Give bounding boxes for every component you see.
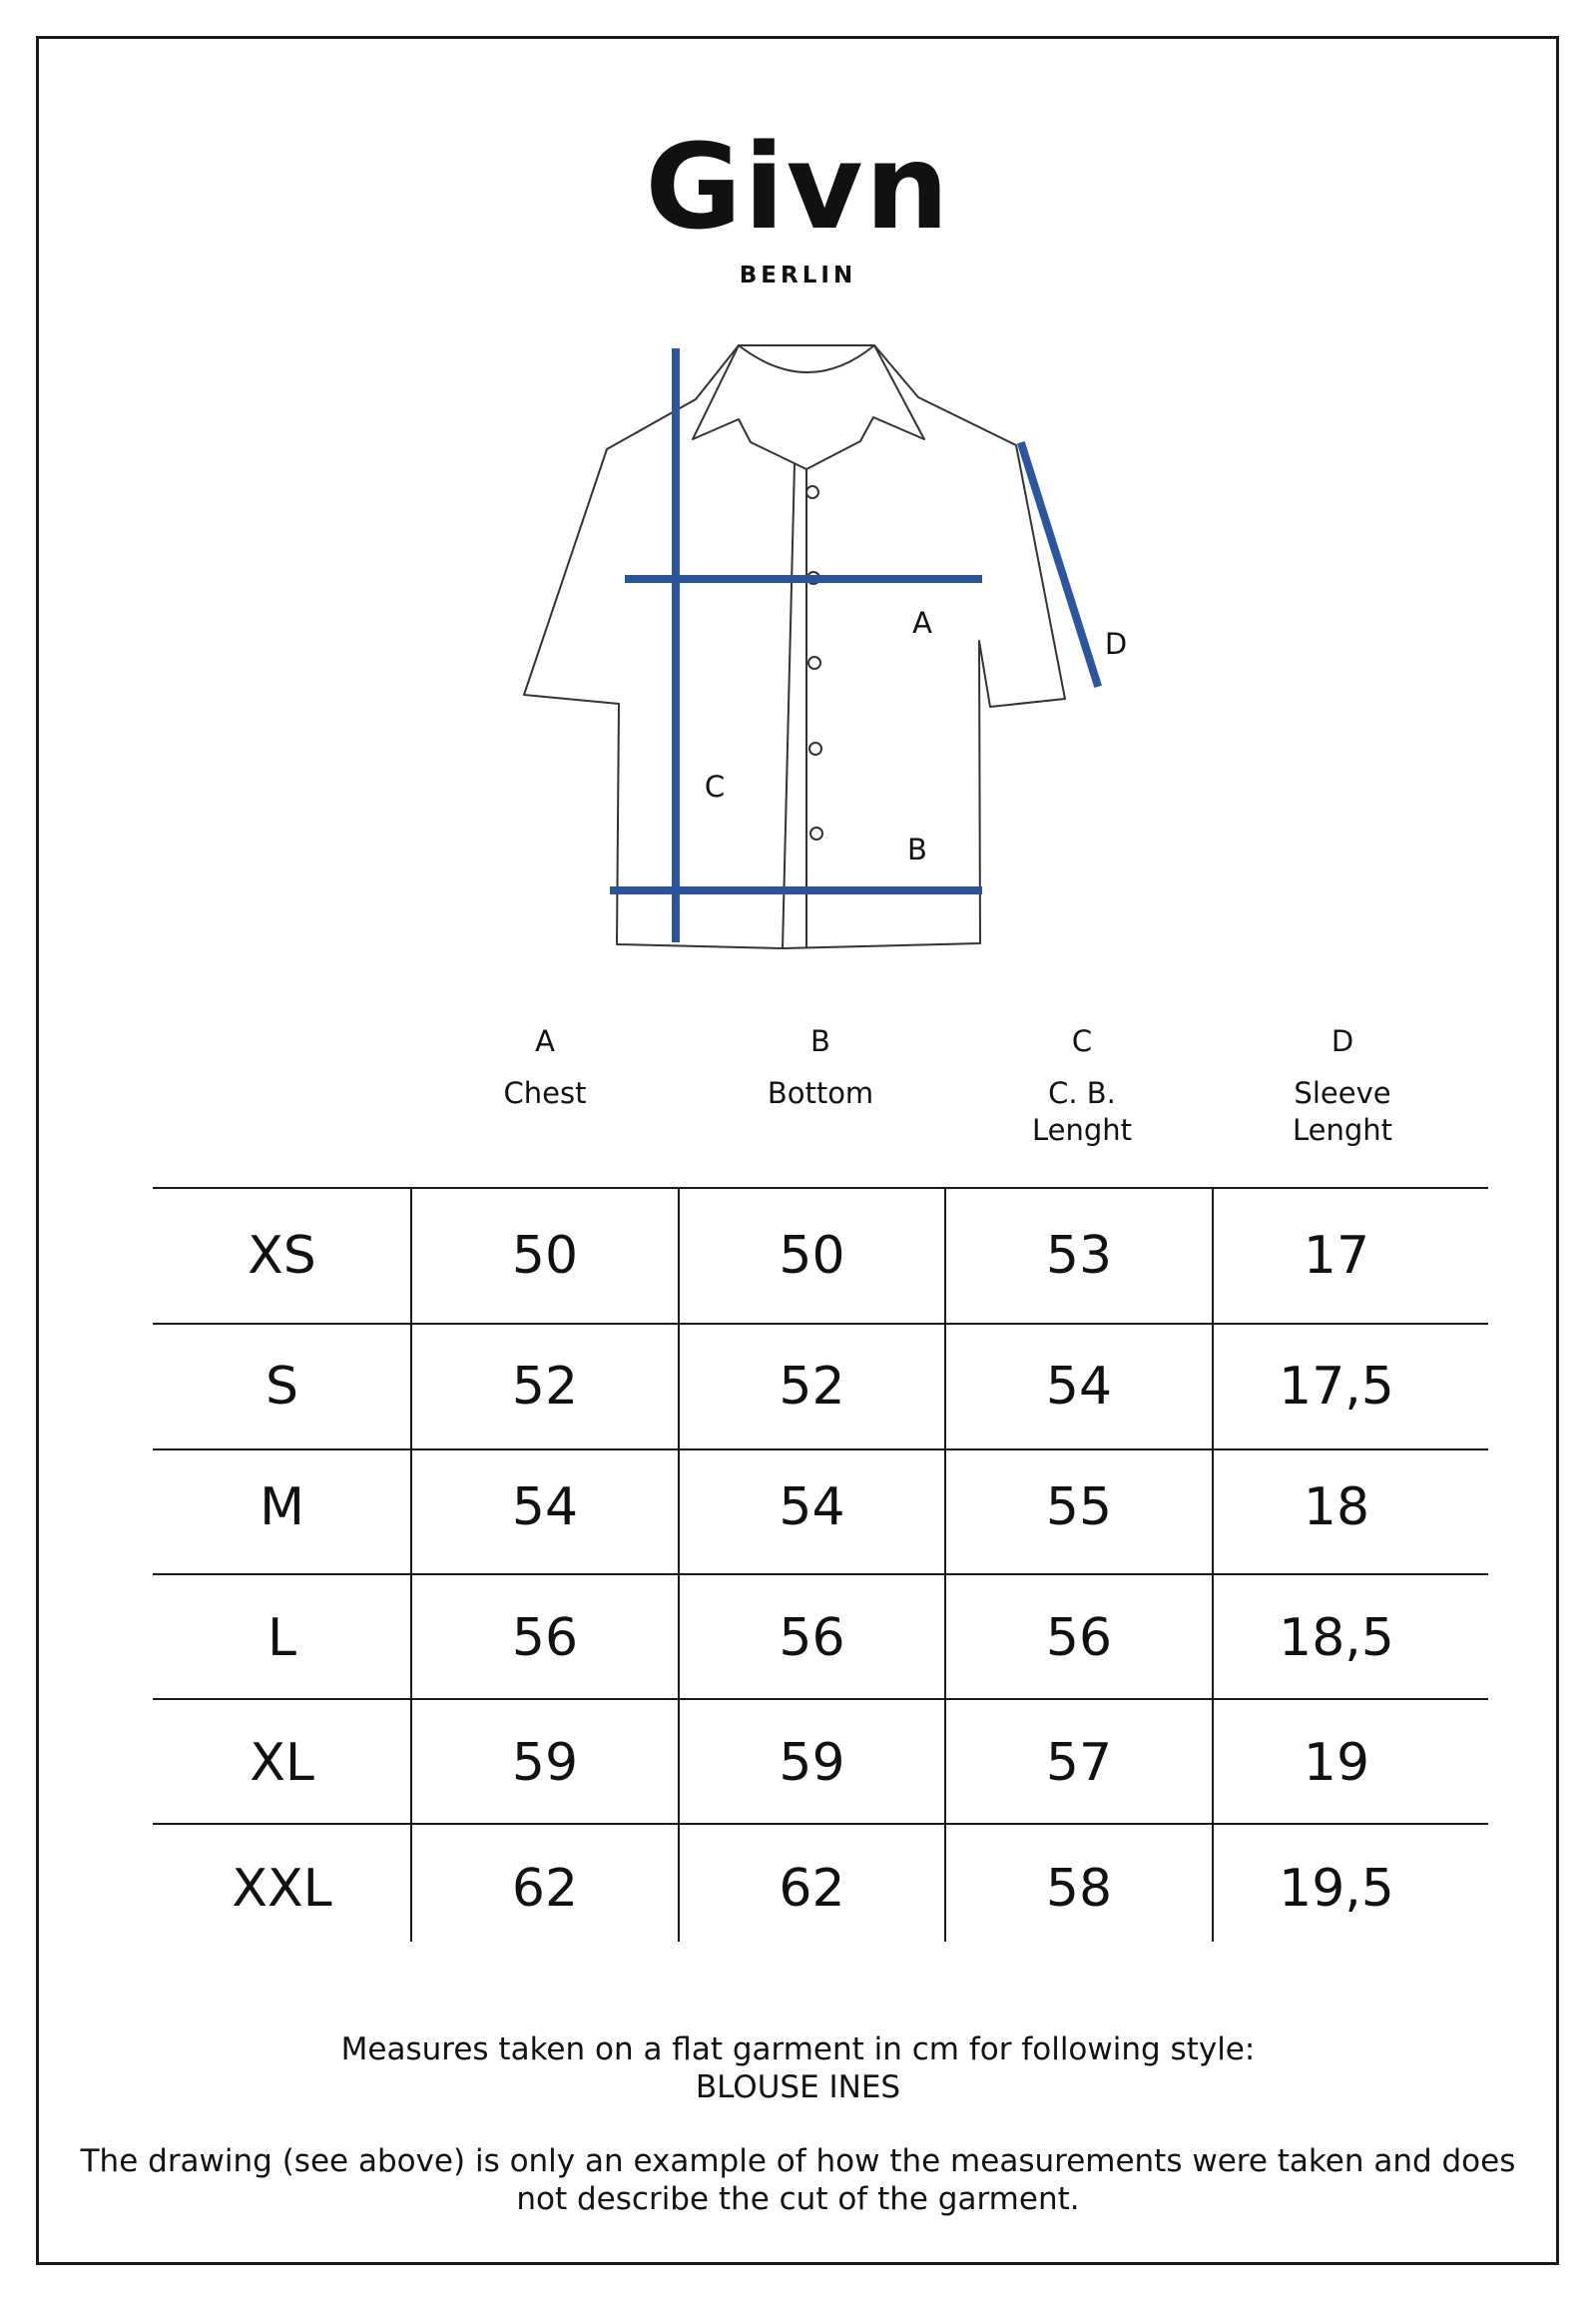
table-cell: 19,5 bbox=[1279, 1859, 1394, 1919]
measure-letter-b: B bbox=[907, 833, 927, 866]
size-label: M bbox=[260, 1477, 304, 1537]
table-cell: 53 bbox=[1045, 1226, 1113, 1286]
column-name: Sleeve bbox=[1294, 1076, 1391, 1110]
measure-line-d bbox=[1022, 446, 1097, 683]
table-cell: 62 bbox=[779, 1859, 845, 1919]
column-name: C. B. bbox=[1048, 1076, 1116, 1110]
table-cell: 54 bbox=[779, 1477, 845, 1537]
table-cell: 17,5 bbox=[1279, 1357, 1394, 1417]
table-cell: 55 bbox=[1045, 1477, 1113, 1537]
table-cell: 56 bbox=[1045, 1608, 1113, 1668]
column-letter: A bbox=[535, 1024, 555, 1058]
table-cell: 50 bbox=[779, 1226, 845, 1286]
column-name-line2: Lenght bbox=[1031, 1113, 1133, 1147]
table-cell: 52 bbox=[779, 1357, 845, 1417]
brand-logo-city: BERLIN bbox=[739, 263, 857, 288]
table-cell: 62 bbox=[511, 1859, 579, 1919]
column-header-sleeve-length bbox=[1193, 1023, 1492, 1149]
table-grid bbox=[153, 1188, 1488, 1942]
table-cell: 59 bbox=[779, 1733, 845, 1793]
size-label: S bbox=[265, 1357, 298, 1417]
table-cell: 17 bbox=[1303, 1226, 1370, 1286]
table-cell: 52 bbox=[511, 1357, 579, 1417]
column-header-bottom bbox=[671, 1023, 970, 1112]
measure-letter-a: A bbox=[912, 606, 932, 640]
table-cell: 57 bbox=[1045, 1733, 1113, 1793]
column-name: Chest bbox=[503, 1076, 587, 1110]
measure-letters bbox=[705, 606, 1127, 866]
shirt-outline bbox=[524, 345, 1065, 948]
table-cell: 18 bbox=[1303, 1477, 1370, 1537]
shirt-buttons bbox=[806, 486, 822, 840]
table-cell: 54 bbox=[511, 1477, 579, 1537]
column-letter: B bbox=[810, 1024, 830, 1058]
table-cell: 58 bbox=[1045, 1859, 1113, 1919]
measure-letter-c: C bbox=[704, 770, 726, 804]
measure-letter-d: D bbox=[1104, 627, 1128, 661]
table-cell: 18,5 bbox=[1279, 1608, 1394, 1668]
note-style-name: BLOUSE INES bbox=[695, 2069, 901, 2105]
size-label: XS bbox=[248, 1226, 316, 1286]
table-cell: 56 bbox=[779, 1608, 845, 1668]
table-cell: 19 bbox=[1303, 1733, 1370, 1793]
size-label: L bbox=[267, 1608, 296, 1668]
column-name: Bottom bbox=[767, 1076, 874, 1110]
table-cell: 54 bbox=[1045, 1357, 1113, 1417]
column-header-cb-length bbox=[932, 1023, 1232, 1149]
size-label: XXL bbox=[232, 1859, 332, 1919]
table-cell: 56 bbox=[511, 1608, 579, 1668]
column-letter: D bbox=[1330, 1024, 1354, 1058]
column-letter: C bbox=[1071, 1024, 1093, 1058]
brand-logo-name: Givn bbox=[645, 118, 951, 256]
measure-lines bbox=[614, 352, 1097, 938]
column-header-chest bbox=[395, 1023, 695, 1112]
table-cell: 50 bbox=[511, 1226, 579, 1286]
note-measurement-method: Measures taken on a flat garment in cm for following style: bbox=[340, 2031, 1256, 2067]
note-disclaimer-line2: not describe the cut of the garment. bbox=[516, 2181, 1080, 2217]
column-name-line2: Lenght bbox=[1292, 1113, 1393, 1147]
size-label: XL bbox=[250, 1733, 314, 1793]
table-cell: 59 bbox=[511, 1733, 579, 1793]
note-disclaimer-line1: The drawing (see above) is only an example of how the measurements were taken and does bbox=[80, 2143, 1516, 2179]
